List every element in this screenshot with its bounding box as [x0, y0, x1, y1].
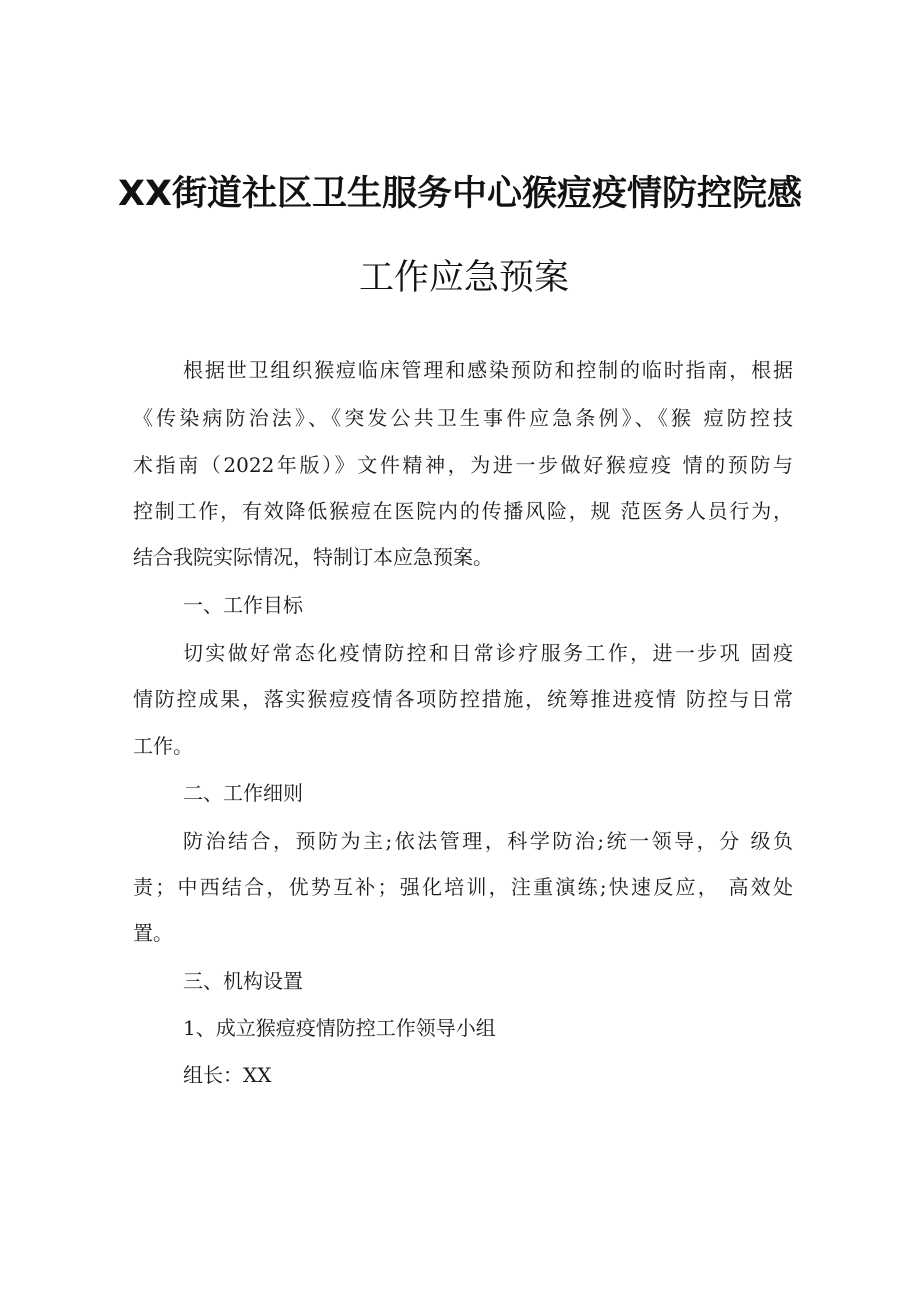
section-2-line-3: 置。 — [133, 921, 173, 945]
intro-line-5: 结合我院实际情况，特制订本应急预案。 — [133, 545, 493, 569]
section-1-line-3: 工作。 — [133, 734, 193, 758]
intro-line-3: 术指南（2022年版）》文件精神，为进一步做好猴痘疫 情的预防与 — [133, 453, 793, 477]
intro-line-2: 《传染病防治法》、《突发公共卫生事件应急条例》、《猴 痘防控技 — [133, 406, 793, 430]
section-2-line-2: 责；中西结合，优势互补；强化培训，注重演练;快速反应， 高效处 — [133, 875, 793, 899]
document-title-line-2: 工作应急预案 — [358, 258, 569, 298]
section-3-leader: 组长：XX — [183, 1063, 272, 1087]
intro-line-4: 控制工作，有效降低猴痘在医院内的传播风险，规 范医务人员行为， — [133, 499, 793, 523]
intro-line-1: 根据世卫组织猴痘临床管理和感染预防和控制的临时指南，根据 — [183, 358, 793, 382]
section-1-line-1: 切实做好常态化疫情防控和日常诊疗服务工作，进一步巩 固疫 — [183, 641, 793, 665]
section-2-line-1: 防治结合，预防为主;依法管理，科学防治;统一领导，分 级负 — [183, 829, 793, 853]
section-3-item-1: 1、成立猴痘疫情防控工作领导小组 — [183, 1016, 496, 1040]
document-title-line-1: XX街道社区卫生服务中心猴痘疫情防控院感 — [118, 174, 802, 214]
section-2-heading: 二、工作细则 — [183, 781, 303, 805]
section-1-line-2: 情防控成果，落实猴痘疫情各项防控措施，统筹推进疫情 防控与日常 — [133, 687, 793, 711]
section-1-heading: 一、工作目标 — [183, 593, 303, 617]
section-3-heading: 三、机构设置 — [183, 969, 303, 993]
